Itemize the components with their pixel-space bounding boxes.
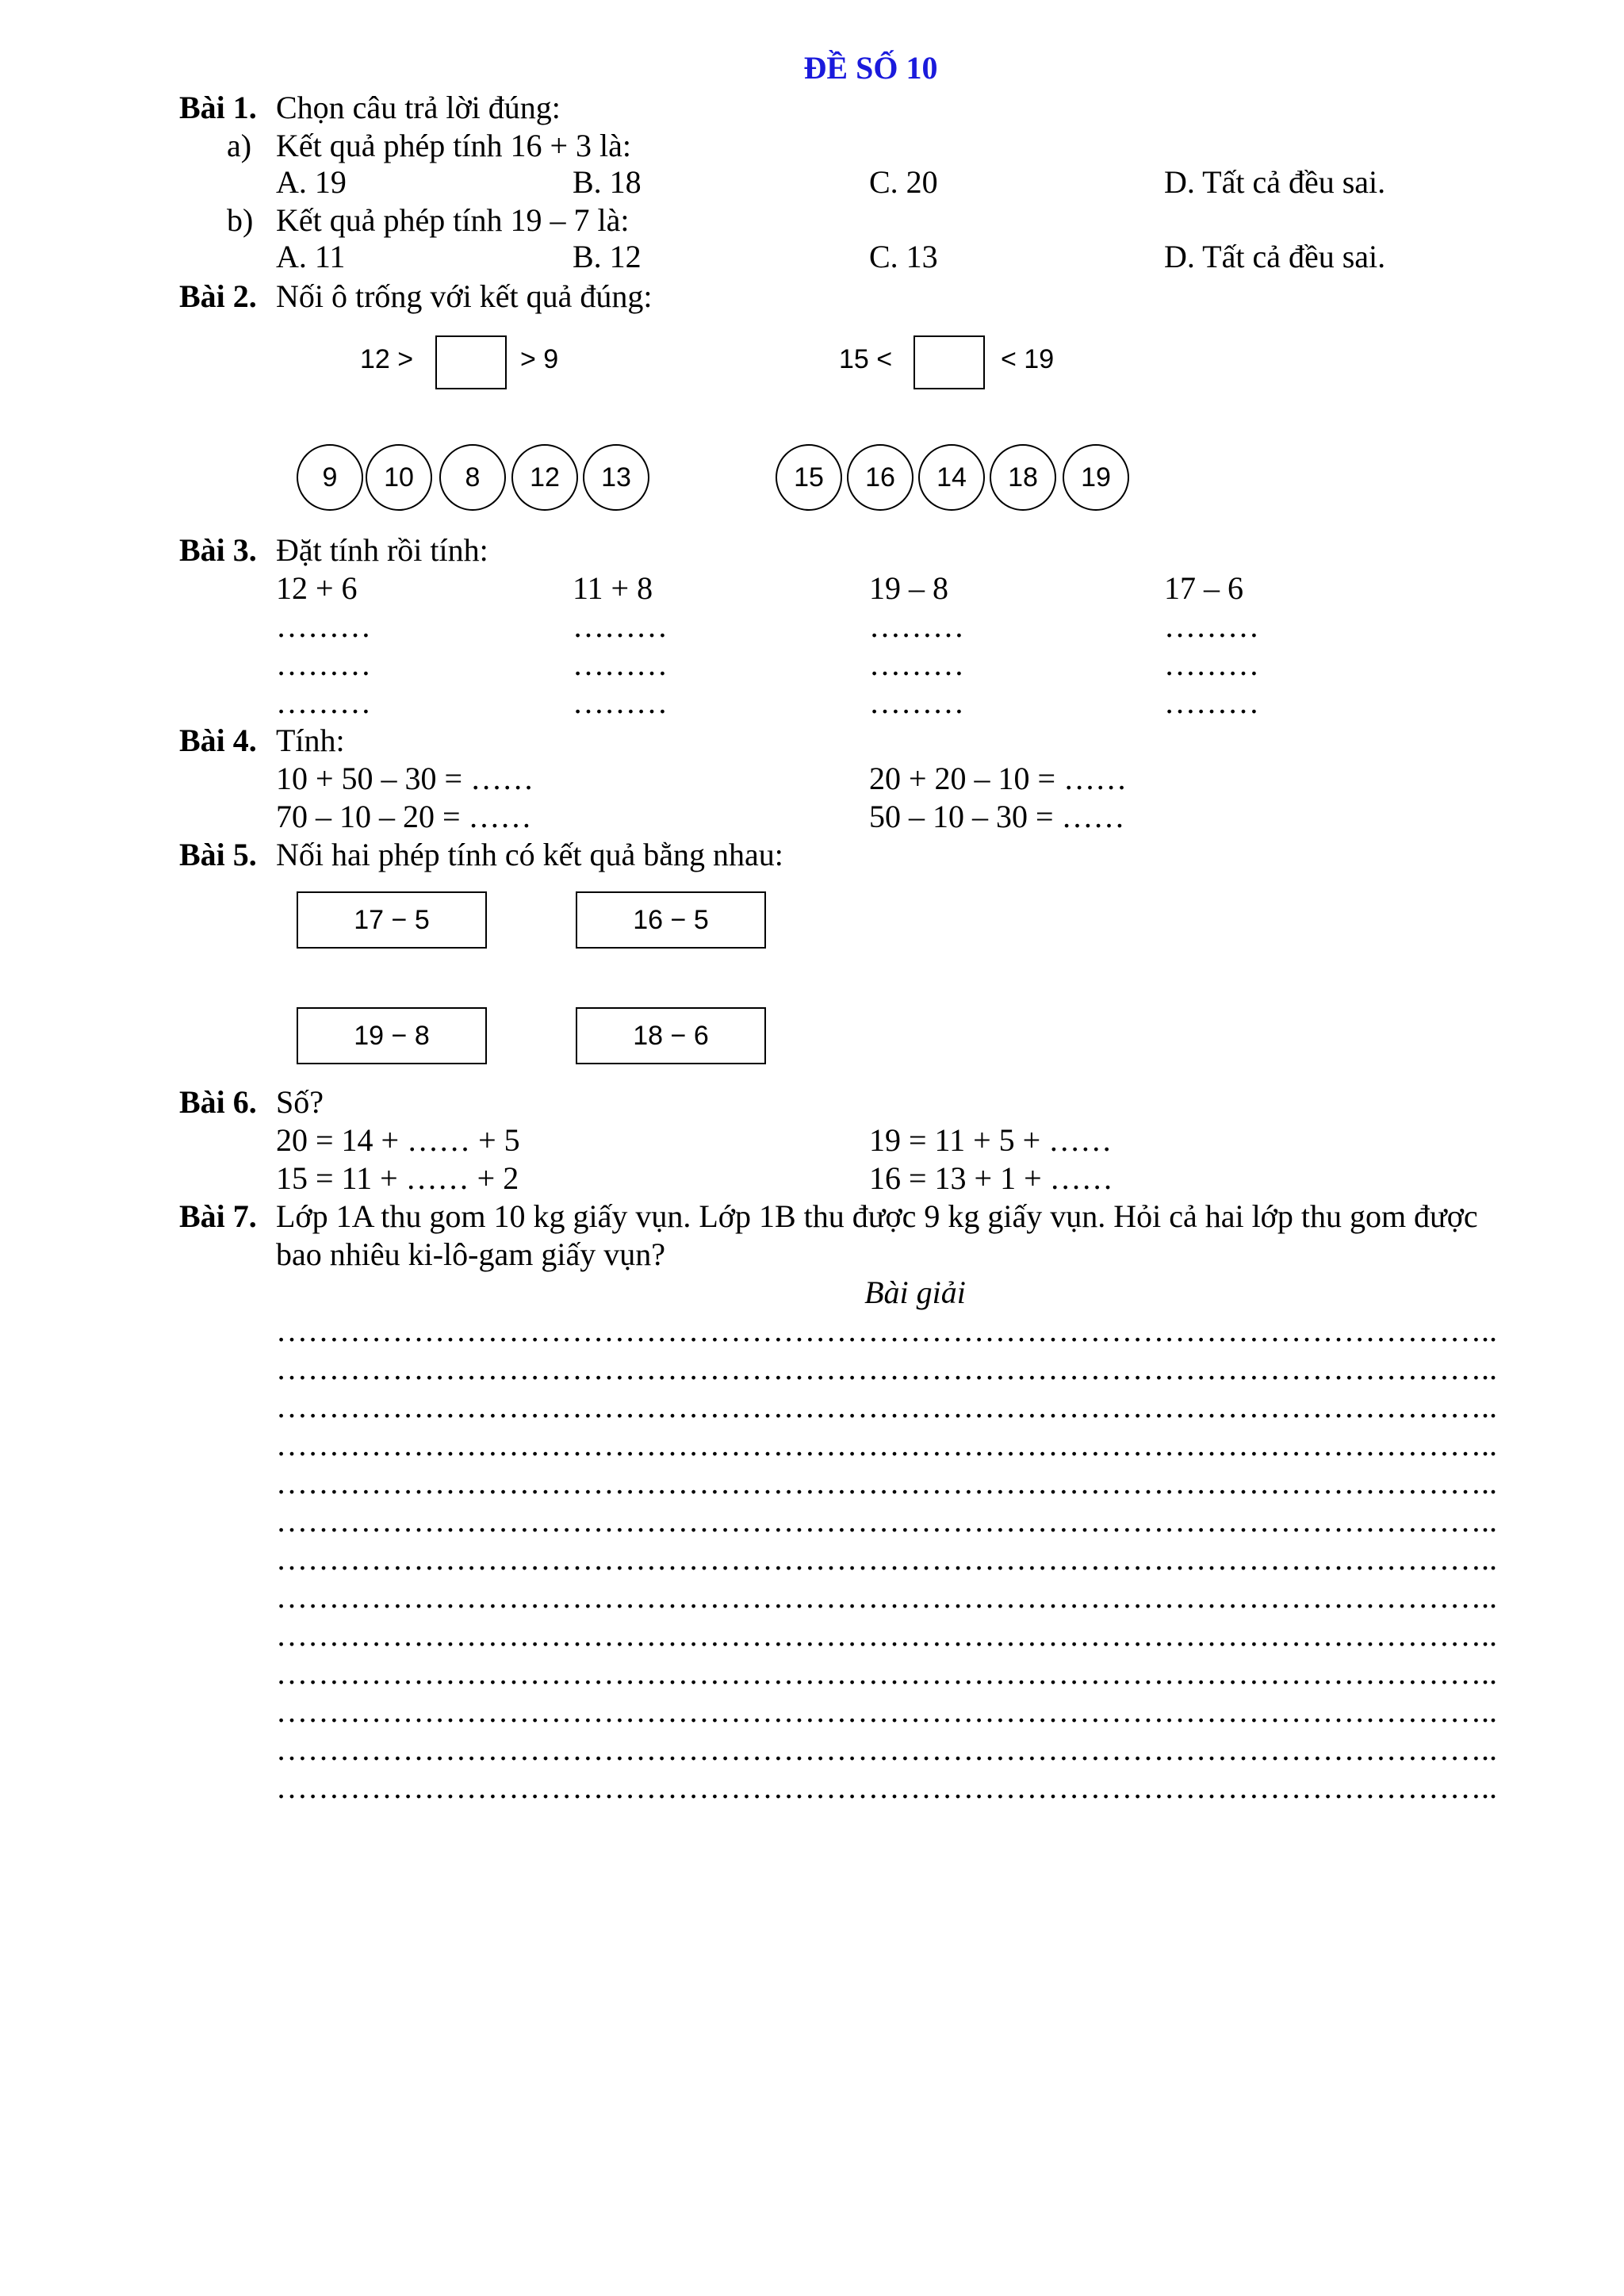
bai3-dots[interactable]: ……… [573, 608, 668, 644]
bai1b-option-b[interactable]: B. 12 [573, 239, 642, 274]
bai5-expression-box[interactable] [576, 891, 766, 949]
answer-circle[interactable] [847, 444, 914, 511]
bai3-dots[interactable]: ……… [1164, 684, 1259, 720]
answer-circle[interactable] [366, 444, 432, 511]
answer-line[interactable]: …………………………………………………………………………………………………….. [276, 1313, 1497, 1348]
answer-circle[interactable] [439, 444, 506, 511]
answer-line[interactable]: …………………………………………………………………………………………………….. [276, 1427, 1497, 1462]
bai6-item[interactable]: 15 = 11 + …… + 2 [276, 1160, 519, 1196]
expression-text: 19 − 8 [354, 1020, 430, 1051]
bai2-expr2-left: 15 < [839, 344, 893, 374]
answer-circle[interactable] [776, 444, 842, 511]
page-title: ĐỀ SỐ 10 [803, 50, 938, 86]
circle-value: 14 [936, 462, 967, 493]
bai3-label: Bài 3. [179, 532, 257, 568]
bai6-item[interactable]: 20 = 14 + …… + 5 [276, 1122, 520, 1158]
answer-line[interactable]: …………………………………………………………………………………………………….. [276, 1389, 1497, 1424]
bai1a-marker: a) [227, 128, 252, 163]
bai4-item[interactable]: 10 + 50 – 30 = …… [276, 761, 534, 796]
bai2-label: Bài 2. [179, 278, 257, 314]
circle-value: 12 [530, 462, 560, 493]
bai2-blank-box-2[interactable] [914, 335, 985, 389]
answer-line[interactable]: …………………………………………………………………………………………………….. [276, 1769, 1497, 1805]
answer-line[interactable]: …………………………………………………………………………………………………….. [276, 1541, 1497, 1577]
answer-line[interactable]: …………………………………………………………………………………………………….. [276, 1465, 1497, 1501]
bai3-problem: 11 + 8 [573, 570, 653, 606]
answer-line[interactable]: …………………………………………………………………………………………………….. [276, 1693, 1497, 1729]
bai5-expression-box[interactable] [297, 1007, 487, 1064]
circle-value: 9 [322, 462, 338, 493]
bai3-problem: 12 + 6 [276, 570, 358, 606]
answer-line[interactable]: …………………………………………………………………………………………………….. [276, 1503, 1497, 1539]
bai4-label: Bài 4. [179, 723, 257, 758]
bai5-expression-box[interactable] [297, 891, 487, 949]
bai4-item[interactable]: 70 – 10 – 20 = …… [276, 799, 532, 834]
bai3-dots[interactable]: ……… [1164, 646, 1259, 682]
bai4-item[interactable]: 50 – 10 – 30 = …… [869, 799, 1125, 834]
bai3-dots[interactable]: ……… [276, 608, 371, 644]
bai7-question-line1: Lớp 1A thu gom 10 kg giấy vụn. Lớp 1B thu được 9 kg giấy vụn. Hỏi cả hai lớp thu gom được [276, 1198, 1478, 1234]
bai3-dots[interactable]: ……… [869, 684, 964, 720]
bai1-label: Bài 1. [179, 90, 257, 125]
bai4-item[interactable]: 20 + 20 – 10 = …… [869, 761, 1128, 796]
bai6-label: Bài 6. [179, 1084, 257, 1120]
circle-value: 16 [865, 462, 895, 493]
bai3-dots[interactable]: ……… [276, 646, 371, 682]
bai3-dots[interactable]: ……… [869, 608, 964, 644]
bai2-blank-box-1[interactable] [435, 335, 507, 389]
circle-value: 10 [384, 462, 414, 493]
answer-circle[interactable] [918, 444, 985, 511]
expression-text: 17 − 5 [354, 904, 430, 935]
bai3-problem: 17 – 6 [1164, 570, 1243, 606]
expression-text: 18 − 6 [633, 1020, 709, 1051]
circle-value: 19 [1081, 462, 1111, 493]
bai1a-option-c[interactable]: C. 20 [869, 164, 938, 200]
bai6-item[interactable]: 19 = 11 + 5 + …… [869, 1122, 1113, 1158]
bai1a-option-b[interactable]: B. 18 [573, 164, 642, 200]
bai2-expr1-right: > 9 [520, 344, 559, 374]
bai5-prompt: Nối hai phép tính có kết quả bằng nhau: [276, 837, 783, 872]
bai1b-option-d[interactable]: D. Tất cả đều sai. [1164, 239, 1386, 274]
answer-line[interactable]: …………………………………………………………………………………………………….. [276, 1579, 1497, 1615]
bai1b-marker: b) [227, 202, 254, 238]
answer-line[interactable]: …………………………………………………………………………………………………….. [276, 1731, 1497, 1767]
circle-value: 13 [601, 462, 631, 493]
bai1a-option-d[interactable]: D. Tất cả đều sai. [1164, 164, 1386, 200]
bai5-expression-box[interactable] [576, 1007, 766, 1064]
bai3-prompt: Đặt tính rồi tính: [276, 532, 488, 568]
bai3-dots[interactable]: ……… [276, 684, 371, 720]
bai5-label: Bài 5. [179, 837, 257, 872]
bai1-prompt: Chọn câu trả lời đúng: [276, 90, 561, 125]
bai2-expr2-right: < 19 [1001, 344, 1055, 374]
bai2-expr1-left: 12 > [360, 344, 414, 374]
bai1a-option-a[interactable]: A. 19 [276, 164, 347, 200]
bai6-item[interactable]: 16 = 13 + 1 + …… [869, 1160, 1113, 1196]
answer-circle[interactable] [990, 444, 1056, 511]
circle-value: 15 [794, 462, 824, 493]
answer-circle[interactable] [511, 444, 578, 511]
circle-value: 18 [1008, 462, 1038, 493]
answer-circle[interactable] [1063, 444, 1129, 511]
bai3-dots[interactable]: ……… [1164, 608, 1259, 644]
answer-circle[interactable] [583, 444, 649, 511]
bai6-prompt: Số? [276, 1084, 324, 1120]
bai1b-question: Kết quả phép tính 19 – 7 là: [276, 202, 630, 238]
answer-line[interactable]: …………………………………………………………………………………………………….. [276, 1617, 1497, 1653]
answer-circle[interactable] [297, 444, 363, 511]
bai1b-option-a[interactable]: A. 11 [276, 239, 346, 274]
answer-line[interactable]: …………………………………………………………………………………………………….. [276, 1655, 1497, 1691]
bai3-dots[interactable]: ……… [573, 684, 668, 720]
answer-line[interactable]: …………………………………………………………………………………………………….. [276, 1351, 1497, 1386]
bai4-prompt: Tính: [276, 723, 345, 758]
bai7-question-line2: bao nhiêu ki-lô-gam giấy vụn? [276, 1236, 665, 1272]
solution-heading: Bài giải [864, 1274, 966, 1310]
bai3-dots[interactable]: ……… [869, 646, 964, 682]
bai3-problem: 19 – 8 [869, 570, 948, 606]
expression-text: 16 − 5 [633, 904, 709, 935]
circle-value: 8 [465, 462, 481, 493]
bai1b-option-c[interactable]: C. 13 [869, 239, 938, 274]
bai3-dots[interactable]: ……… [573, 646, 668, 682]
bai2-prompt: Nối ô trống với kết quả đúng: [276, 278, 653, 314]
bai1a-question: Kết quả phép tính 16 + 3 là: [276, 128, 632, 163]
bai7-label: Bài 7. [179, 1198, 257, 1234]
